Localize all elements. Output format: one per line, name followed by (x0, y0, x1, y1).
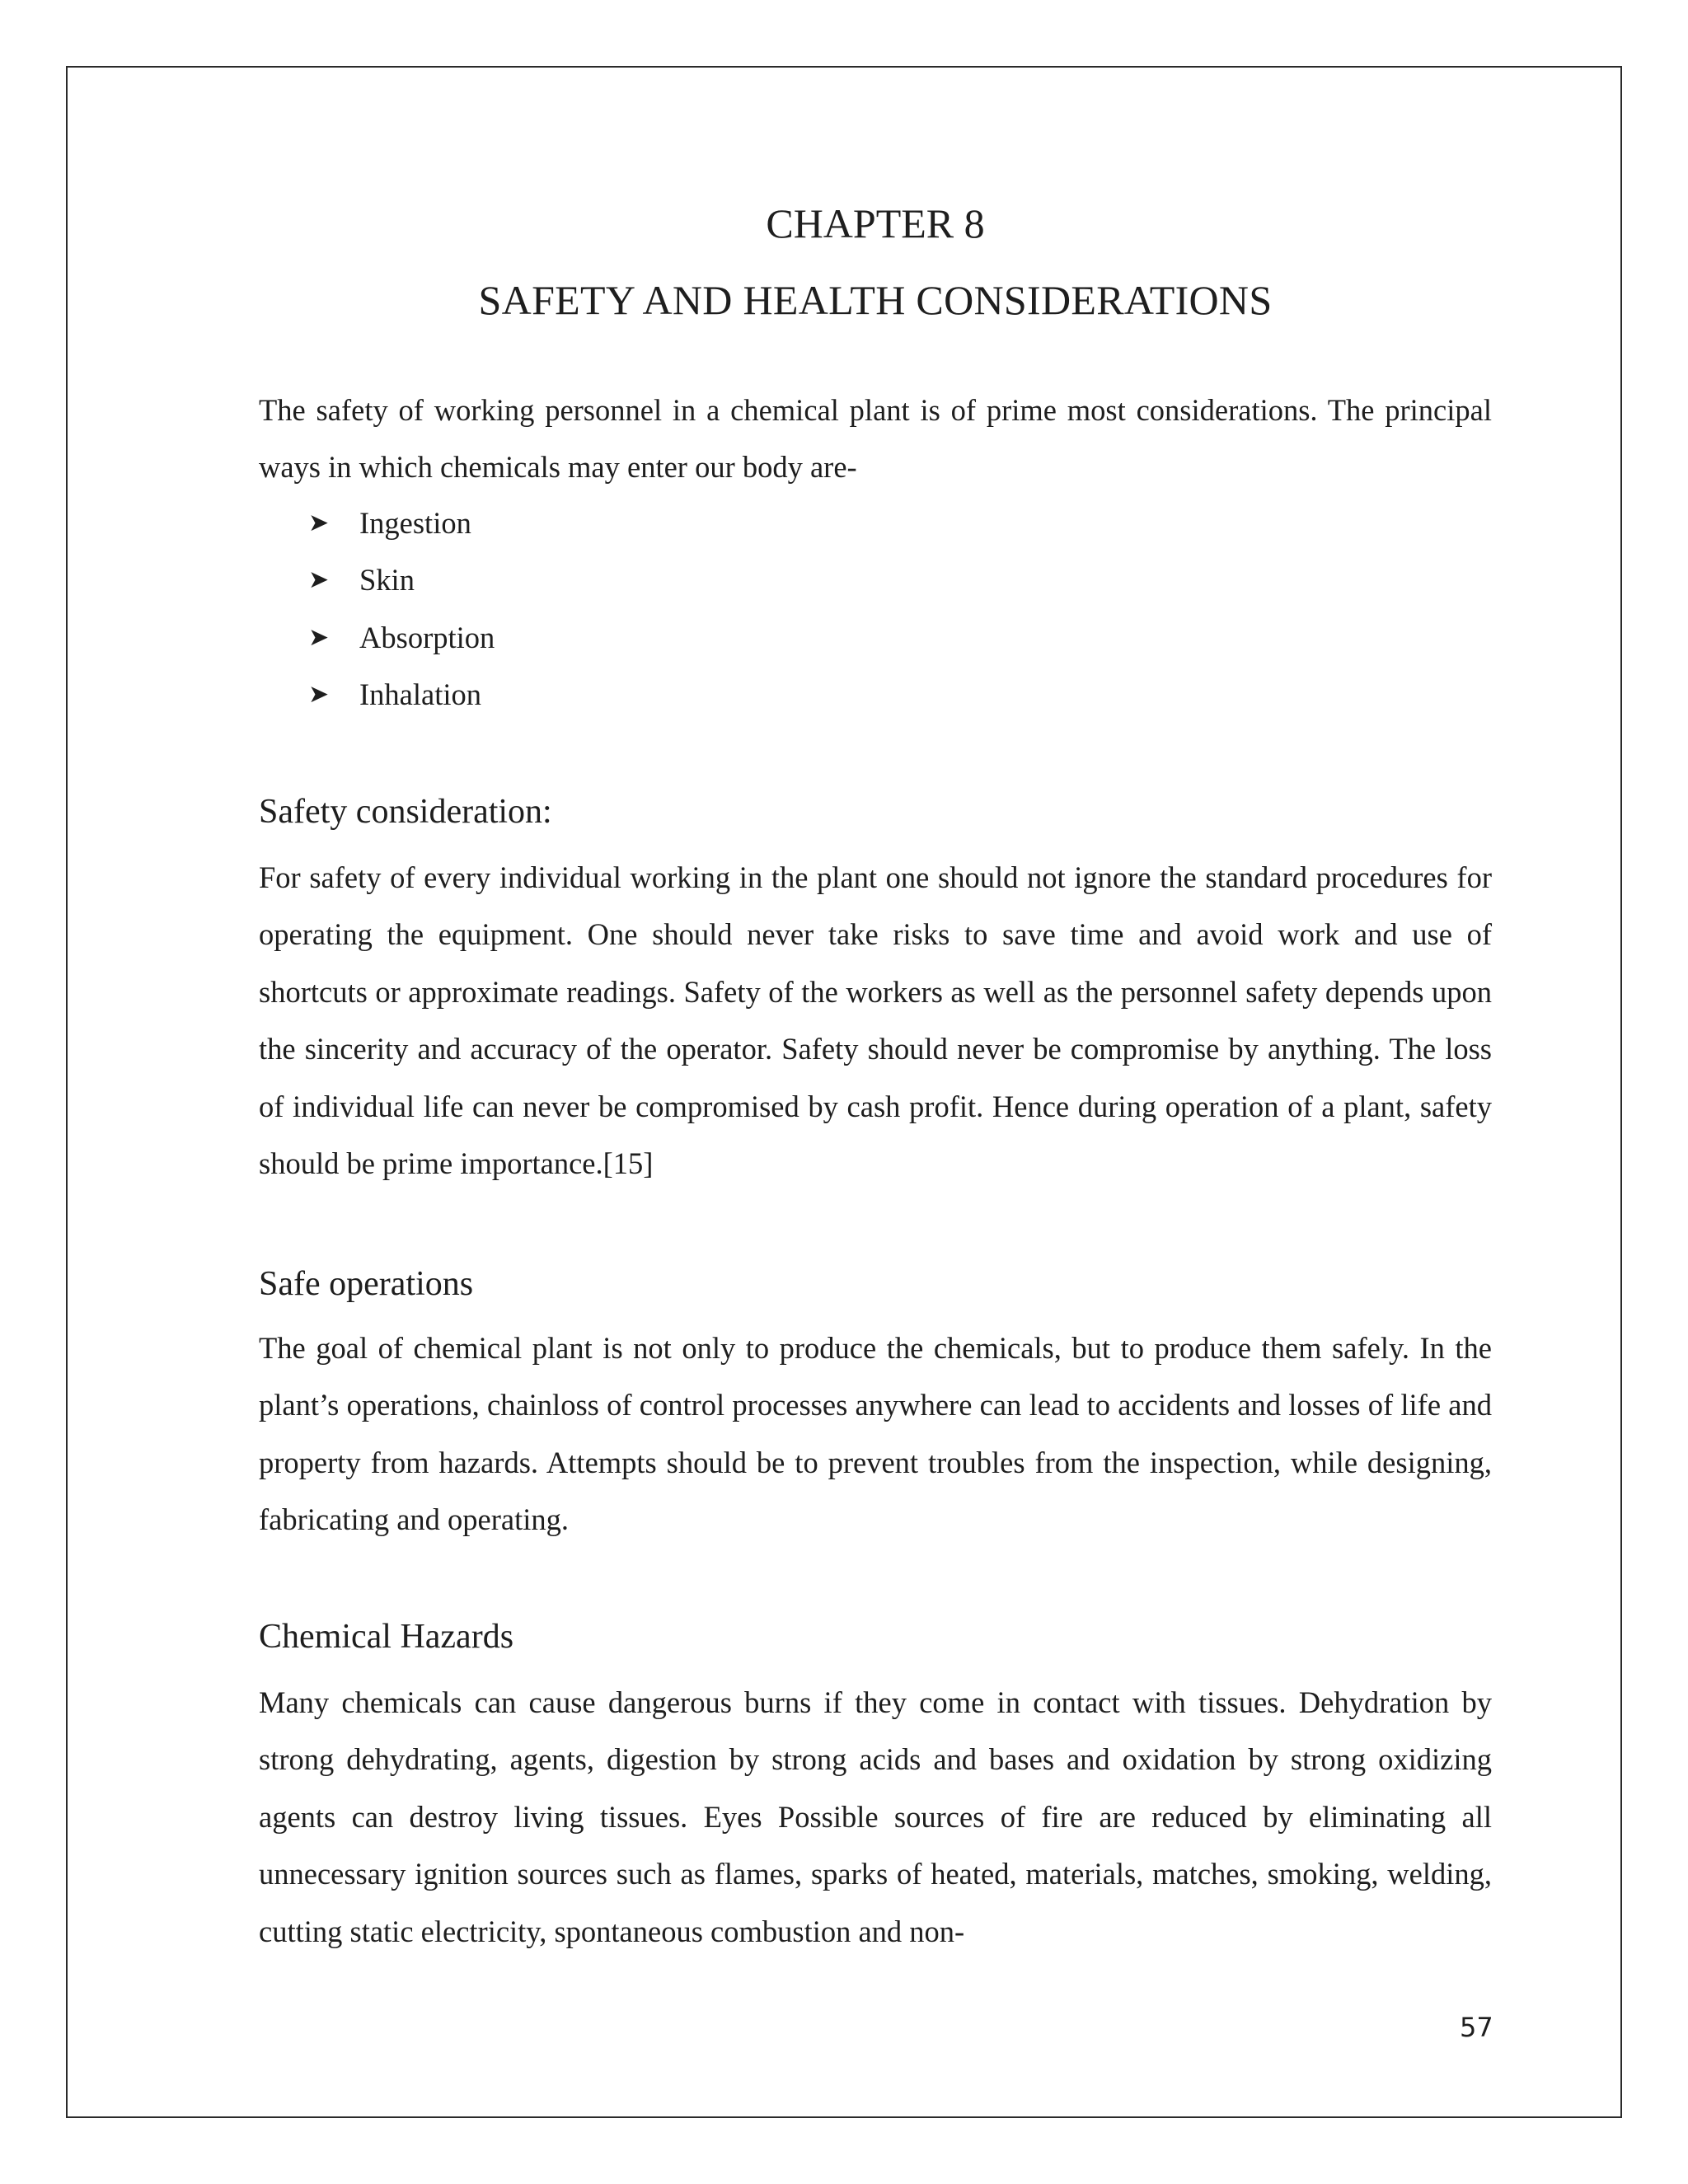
list-item (308, 666, 495, 723)
arrowhead-bullet-icon: ➤ (308, 565, 330, 595)
section-body-safety-consideration: For safety of every individual working in the plant one should not ignore the standard procedures for operating the equipment. One should never take risks to save time and avoid work and use of shortcuts or approximate readings. Safety of the workers as well as the personnel safety depends upon the sincerity and accuracy of the operator. Safety should never be compromise by anything. The loss of individual life can never be compromised by cash profit. Hence during operation of a plant, safety should be prime importance.[15] (259, 860, 1492, 1181)
arrowhead-bullet-icon: ➤ (308, 509, 330, 537)
chapter-number: CHAPTER 8 (766, 200, 985, 246)
page-number: 57 (1460, 2012, 1493, 2043)
list-item (308, 494, 495, 551)
arrowhead-bullet-icon: ➤ (308, 679, 330, 709)
section-heading-chemical-hazards: Chemical Hazards (259, 1618, 514, 1656)
section-heading-safety-consideration: Safety consideration: (259, 793, 552, 831)
list-item (308, 609, 495, 666)
intro-paragraph: The safety of working personnel in a chemical plant is of prime most considerations. The principal ways in which chemicals may enter our body are- (259, 393, 1492, 485)
section-body-safe-operations: The goal of chemical plant is not only to produce the chemicals, but to produce them safely. In the plant’s operations, chainloss of control processes anywhere can lead to accidents and losses of life and property from hazards. Attempts should be to prevent troubles from the inspection, while designing, fabricating and operating. (259, 1331, 1492, 1537)
chapter-title: SAFETY AND HEALTH CONSIDERATIONS (478, 277, 1273, 323)
entry-routes-list (308, 494, 495, 723)
list-item-label: Skin (359, 563, 415, 598)
list-item-label: Absorption (359, 620, 495, 654)
section-heading-safe-operations: Safe operations (259, 1265, 474, 1303)
section-body-chemical-hazards: Many chemicals can cause dangerous burns if they come in contact with tissues. Dehydration by strong dehydrating, agents, digestion by strong acids and bases and oxidation by strong oxidizing agents can destroy living tissues. Eyes Possible sources of fire are reduced by eliminating all unnecessary ignition sources such as flames, sparks of heated, materials, matches, smoking, welding, cutting static electricity, spontaneous combustion and non- (259, 1685, 1492, 1948)
arrowhead-bullet-icon: ➤ (308, 622, 330, 652)
list-item-label: Inhalation (359, 677, 481, 711)
list-item (308, 551, 495, 608)
list-item-label: Ingestion (359, 506, 471, 540)
